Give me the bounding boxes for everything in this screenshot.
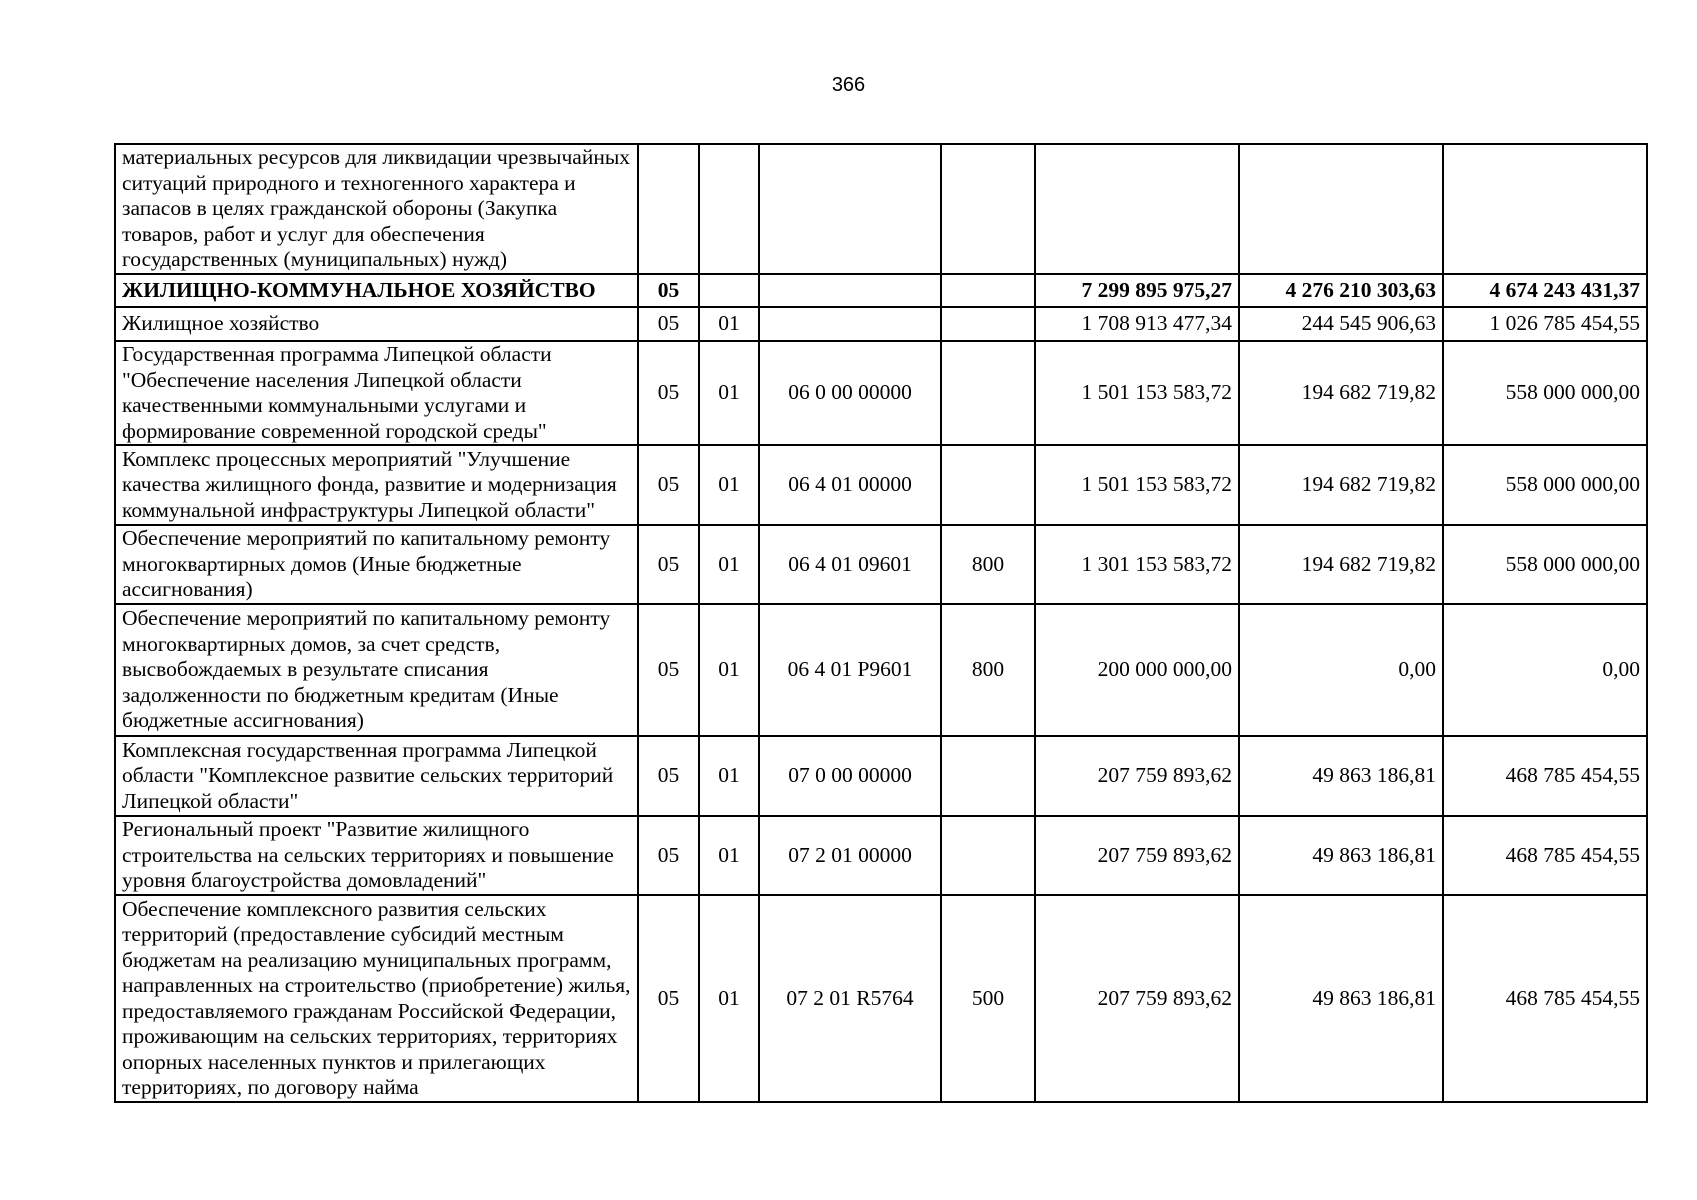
row-amount-2: 0,00: [1239, 604, 1443, 736]
row-section: 05: [638, 736, 699, 816]
row-expense-type: 800: [941, 525, 1035, 604]
row-amount-3: 468 785 454,55: [1443, 736, 1647, 816]
row-name: Обеспечение мероприятий по капитальному ремонту многоквартирных домов, за счет средств, высвобождаемых в результате списания задолженности по бюджетным кредитам (Иные бюджетные ассигнования): [115, 604, 638, 736]
row-section: 05: [638, 525, 699, 604]
row-name: Жилищное хозяйство: [115, 307, 638, 341]
row-amount-3: 468 785 454,55: [1443, 816, 1647, 895]
row-amount-1: [1035, 144, 1239, 274]
row-target-code: 06 4 01 09601: [759, 525, 941, 604]
page-number: 366: [831, 74, 866, 96]
row-target-code: [759, 144, 941, 274]
row-subsection: 01: [699, 604, 759, 736]
row-amount-3: 558 000 000,00: [1443, 525, 1647, 604]
row-name: Обеспечение мероприятий по капитальному ремонту многоквартирных домов (Иные бюджетные ассигнования): [115, 525, 638, 604]
row-amount-3: 1 026 785 454,55: [1443, 307, 1647, 341]
row-name: Комплекс процессных мероприятий "Улучшение качества жилищного фонда, развитие и модернизация коммунальной инфраструктуры Липецкой области": [115, 445, 638, 525]
row-expense-type: [941, 736, 1035, 816]
row-amount-3: 4 674 243 431,37: [1443, 274, 1647, 307]
row-amount-1: 207 759 893,62: [1035, 736, 1239, 816]
row-subsection: 01: [699, 307, 759, 341]
row-name: Комплексная государственная программа Липецкой области "Комплексное развитие сельских территорий Липецкой области": [115, 736, 638, 816]
table-row: [115, 144, 1647, 274]
row-amount-3: [1443, 144, 1647, 274]
table-row: [115, 604, 1647, 736]
row-amount-2: [1239, 144, 1443, 274]
row-name: Государственная программа Липецкой области "Обеспечение населения Липецкой области качественными коммунальными услугами и формирование современной городской среды": [115, 341, 638, 445]
table-row: [115, 816, 1647, 895]
row-target-code: 07 2 01 00000: [759, 816, 941, 895]
row-target-code: 07 0 00 00000: [759, 736, 941, 816]
row-amount-1: 1 501 153 583,72: [1035, 445, 1239, 525]
row-amount-1: 1 501 153 583,72: [1035, 341, 1239, 445]
table-row: [115, 895, 1647, 1102]
row-expense-type: [941, 445, 1035, 525]
table-row: [115, 736, 1647, 816]
row-expense-type: 800: [941, 604, 1035, 736]
row-expense-type: [941, 341, 1035, 445]
row-amount-2: 194 682 719,82: [1239, 341, 1443, 445]
budget-table: [114, 143, 1648, 1103]
row-amount-1: 207 759 893,62: [1035, 816, 1239, 895]
row-target-code: [759, 307, 941, 341]
table-row: [115, 274, 1647, 307]
row-section: 05: [638, 895, 699, 1102]
row-amount-1: 7 299 895 975,27: [1035, 274, 1239, 307]
row-amount-2: 244 545 906,63: [1239, 307, 1443, 341]
row-subsection: 01: [699, 895, 759, 1102]
row-subsection: 01: [699, 736, 759, 816]
row-subsection: 01: [699, 816, 759, 895]
row-section: 05: [638, 274, 699, 307]
row-target-code: 06 4 01 00000: [759, 445, 941, 525]
row-amount-1: 1 708 913 477,34: [1035, 307, 1239, 341]
row-amount-2: 194 682 719,82: [1239, 445, 1443, 525]
row-section: 05: [638, 445, 699, 525]
row-expense-type: [941, 144, 1035, 274]
row-subsection: [699, 274, 759, 307]
table-row: [115, 445, 1647, 525]
row-expense-type: [941, 816, 1035, 895]
row-amount-3: 468 785 454,55: [1443, 895, 1647, 1102]
row-section: 05: [638, 604, 699, 736]
row-target-code: [759, 274, 941, 307]
row-expense-type: [941, 274, 1035, 307]
row-expense-type: 500: [941, 895, 1035, 1102]
row-amount-1: 200 000 000,00: [1035, 604, 1239, 736]
row-name: материальных ресурсов для ликвидации чрезвычайных ситуаций природного и техногенного характера и запасов в целях гражданской обороны (Закупка товаров, работ и услуг для обеспечения государственных (муниципальных) нужд): [115, 144, 638, 274]
row-expense-type: [941, 307, 1035, 341]
row-amount-3: 0,00: [1443, 604, 1647, 736]
row-subsection: 01: [699, 525, 759, 604]
row-name: Региональный проект "Развитие жилищного строительства на сельских территориях и повышение уровня благоустройства домовладений": [115, 816, 638, 895]
row-amount-1: 1 301 153 583,72: [1035, 525, 1239, 604]
row-subsection: 01: [699, 445, 759, 525]
row-amount-2: 49 863 186,81: [1239, 736, 1443, 816]
row-amount-2: 49 863 186,81: [1239, 816, 1443, 895]
table-row: [115, 341, 1647, 445]
row-subsection: [699, 144, 759, 274]
row-subsection: 01: [699, 341, 759, 445]
row-amount-2: 194 682 719,82: [1239, 525, 1443, 604]
row-amount-2: 4 276 210 303,63: [1239, 274, 1443, 307]
row-amount-3: 558 000 000,00: [1443, 445, 1647, 525]
row-name: Обеспечение комплексного развития сельских территорий (предоставление субсидий местным бюджетам на реализацию муниципальных программ, направленных на строительство (приобретение) жилья, предоставляемого гражданам Российской Федерации, проживающим на сельских территориях, территориях опорных населенных пунктов и прилегающих территориях, по договору найма: [115, 895, 638, 1102]
row-section: 05: [638, 307, 699, 341]
row-target-code: 06 4 01 P9601: [759, 604, 941, 736]
table-row: [115, 307, 1647, 341]
row-name: ЖИЛИЩНО-КОММУНАЛЬНОЕ ХОЗЯЙСТВО: [115, 274, 638, 307]
row-section: 05: [638, 341, 699, 445]
row-amount-3: 558 000 000,00: [1443, 341, 1647, 445]
row-target-code: 06 0 00 00000: [759, 341, 941, 445]
row-section: 05: [638, 816, 699, 895]
table-row: [115, 525, 1647, 604]
row-target-code: 07 2 01 R5764: [759, 895, 941, 1102]
row-section: [638, 144, 699, 274]
row-amount-2: 49 863 186,81: [1239, 895, 1443, 1102]
row-amount-1: 207 759 893,62: [1035, 895, 1239, 1102]
